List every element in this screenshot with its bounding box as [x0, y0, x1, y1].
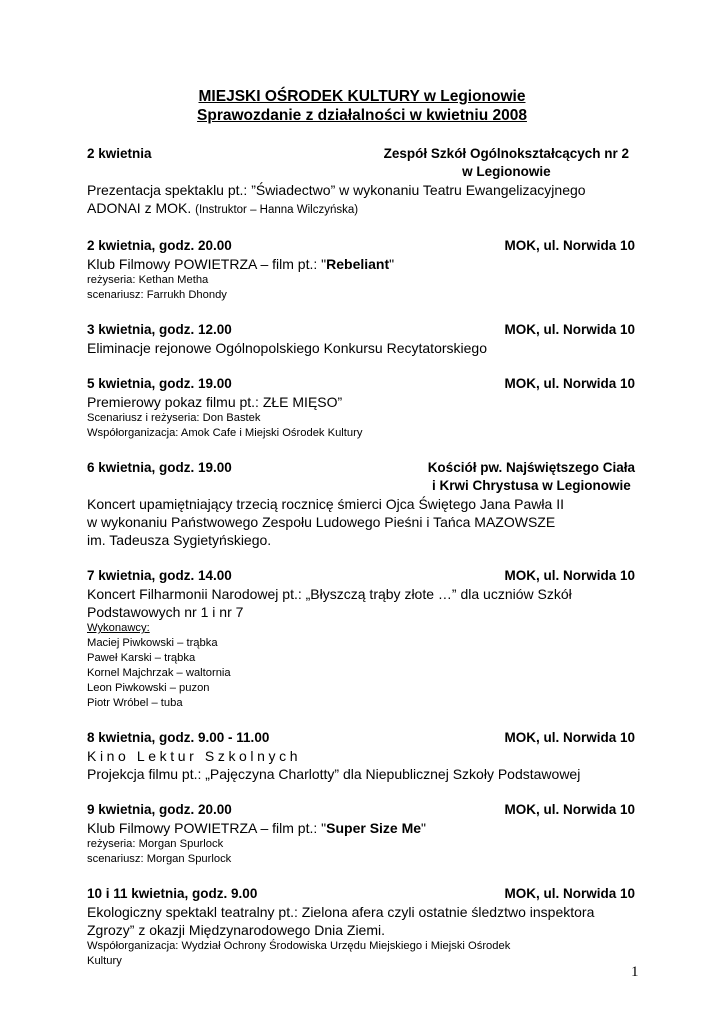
- performer: Kornel Majchrzak – waltornia: [87, 667, 231, 679]
- event-description: im. Tadeusza Sygietyńskiego.: [87, 532, 272, 548]
- event-credit: Współorganizacja: Amok Cafe i Miejski Ośrodek Kultury: [87, 427, 363, 439]
- event-description: Koncert Filharmonii Narodowej pt.: „Błyszczą trąby złote …” dla uczniów Szkół: [87, 586, 572, 602]
- event-credit: reżyseria: Morgan Spurlock: [87, 838, 224, 850]
- film-title: Rebeliant: [326, 256, 390, 272]
- performer: Maciej Piwkowski – trąbka: [87, 637, 218, 649]
- event-description: Zgrozy” z okazji Międzynarodowego Dnia Ziemi.: [87, 922, 385, 938]
- event-entry: [87, 801, 635, 867]
- event-credit: Współorganizacja: Wydział Ochrony Środowiska Urzędu Miejskiego i Miejski Ośrodek: [87, 940, 511, 952]
- event-entry: [87, 567, 635, 711]
- event-venue: Kościół pw. Najświętszego Ciała i Krwi Chrystusa w Legionowie: [427, 460, 635, 493]
- performer: Leon Piwkowski – puzon: [87, 682, 210, 694]
- organization-title: MIEJSKI OŚRODEK KULTURY w Legionowie: [198, 88, 526, 105]
- event-description: Eliminacje rejonowe Ogólnopolskiego Konkursu Recytatorskiego: [87, 340, 487, 356]
- event-date: 6 kwietnia, godz. 19.00: [87, 460, 232, 475]
- event-venue: MOK, ul. Norwida 10: [504, 730, 635, 745]
- event-description: Prezentacja spektaklu pt.: ”Świadectwo” w wykonaniu Teatru Ewangelizacyjnego: [87, 182, 586, 198]
- event-entry: [87, 885, 635, 969]
- event-description: Koncert upamiętniający trzecią rocznicę śmierci Ojca Świętego Jana Pawła II: [87, 496, 564, 512]
- performer: Paweł Karski – trąbka: [87, 652, 196, 664]
- event-description: Klub Filmowy POWIETRZA – film pt.: "Rebeliant": [87, 256, 395, 272]
- event-credit: Kultury: [87, 955, 122, 967]
- document-header: [0, 87, 724, 125]
- event-description: Ekologiczny spektakl teatralny pt.: Zielona afera czyli ostatnie śledztwo inspektora: [87, 904, 595, 920]
- event-entry: [87, 237, 635, 303]
- instructor-note: (Instruktor – Hanna Wilczyńska): [195, 204, 359, 216]
- event-venue: Zespół Szkół Ogólnokształcących nr 2 w Legionowie: [383, 146, 629, 179]
- event-description: Podstawowych nr 1 i nr 7: [87, 604, 244, 620]
- event-entry: [87, 459, 635, 549]
- event-series: Kino Lektur Szkolnych: [87, 748, 302, 764]
- event-credit: Scenariusz i reżyseria: Don Bastek: [87, 412, 261, 424]
- event-entry: [87, 321, 635, 357]
- event-venue: MOK, ul. Norwida 10: [504, 886, 635, 901]
- event-description: Projekcja filmu pt.: „Pajęczyna Charlotty” dla Niepublicznej Szkoły Podstawowej: [87, 766, 581, 782]
- event-date: 3 kwietnia, godz. 12.00: [87, 322, 232, 337]
- event-description: Premierowy pokaz filmu pt.: ZŁE MIĘSO”: [87, 394, 343, 410]
- event-description: w wykonaniu Państwowego Zespołu Ludowego Pieśni i Tańca MAZOWSZE: [87, 514, 556, 530]
- event-venue: MOK, ul. Norwida 10: [504, 568, 635, 583]
- event-date: 8 kwietnia, godz. 9.00 - 11.00: [87, 730, 270, 745]
- event-entry: [87, 375, 635, 441]
- event-credit: reżyseria: Kethan Metha: [87, 274, 209, 286]
- event-date: 10 i 11 kwietnia, godz. 9.00: [87, 886, 258, 901]
- page-number: 1: [631, 964, 639, 980]
- event-date: 7 kwietnia, godz. 14.00: [87, 568, 232, 583]
- event-date: 2 kwietnia, godz. 20.00: [87, 238, 232, 253]
- report-title: Sprawozdanie z działalności w kwietniu 2008: [197, 107, 527, 124]
- event-date: 5 kwietnia, godz. 19.00: [87, 376, 232, 391]
- film-title: Super Size Me: [326, 820, 422, 836]
- performers-label: Wykonawcy:: [87, 622, 150, 634]
- event-description: Klub Filmowy POWIETRZA – film pt.: "Super Size Me": [87, 820, 427, 836]
- performer: Piotr Wróbel – tuba: [87, 697, 183, 709]
- event-venue: MOK, ul. Norwida 10: [504, 376, 635, 391]
- event-date: 2 kwietnia: [87, 146, 152, 161]
- event-credit: scenariusz: Morgan Spurlock: [87, 853, 232, 865]
- event-venue: MOK, ul. Norwida 10: [504, 238, 635, 253]
- event-date: 9 kwietnia, godz. 20.00: [87, 802, 232, 817]
- events-list: [87, 145, 635, 987]
- event-entry: [87, 145, 635, 219]
- event-description: ADONAI z MOK. (Instruktor – Hanna Wilczyńska): [87, 200, 359, 216]
- event-credit: scenariusz: Farrukh Dhondy: [87, 289, 227, 301]
- event-venue: MOK, ul. Norwida 10: [504, 322, 635, 337]
- event-entry: [87, 729, 635, 783]
- event-venue: MOK, ul. Norwida 10: [504, 802, 635, 817]
